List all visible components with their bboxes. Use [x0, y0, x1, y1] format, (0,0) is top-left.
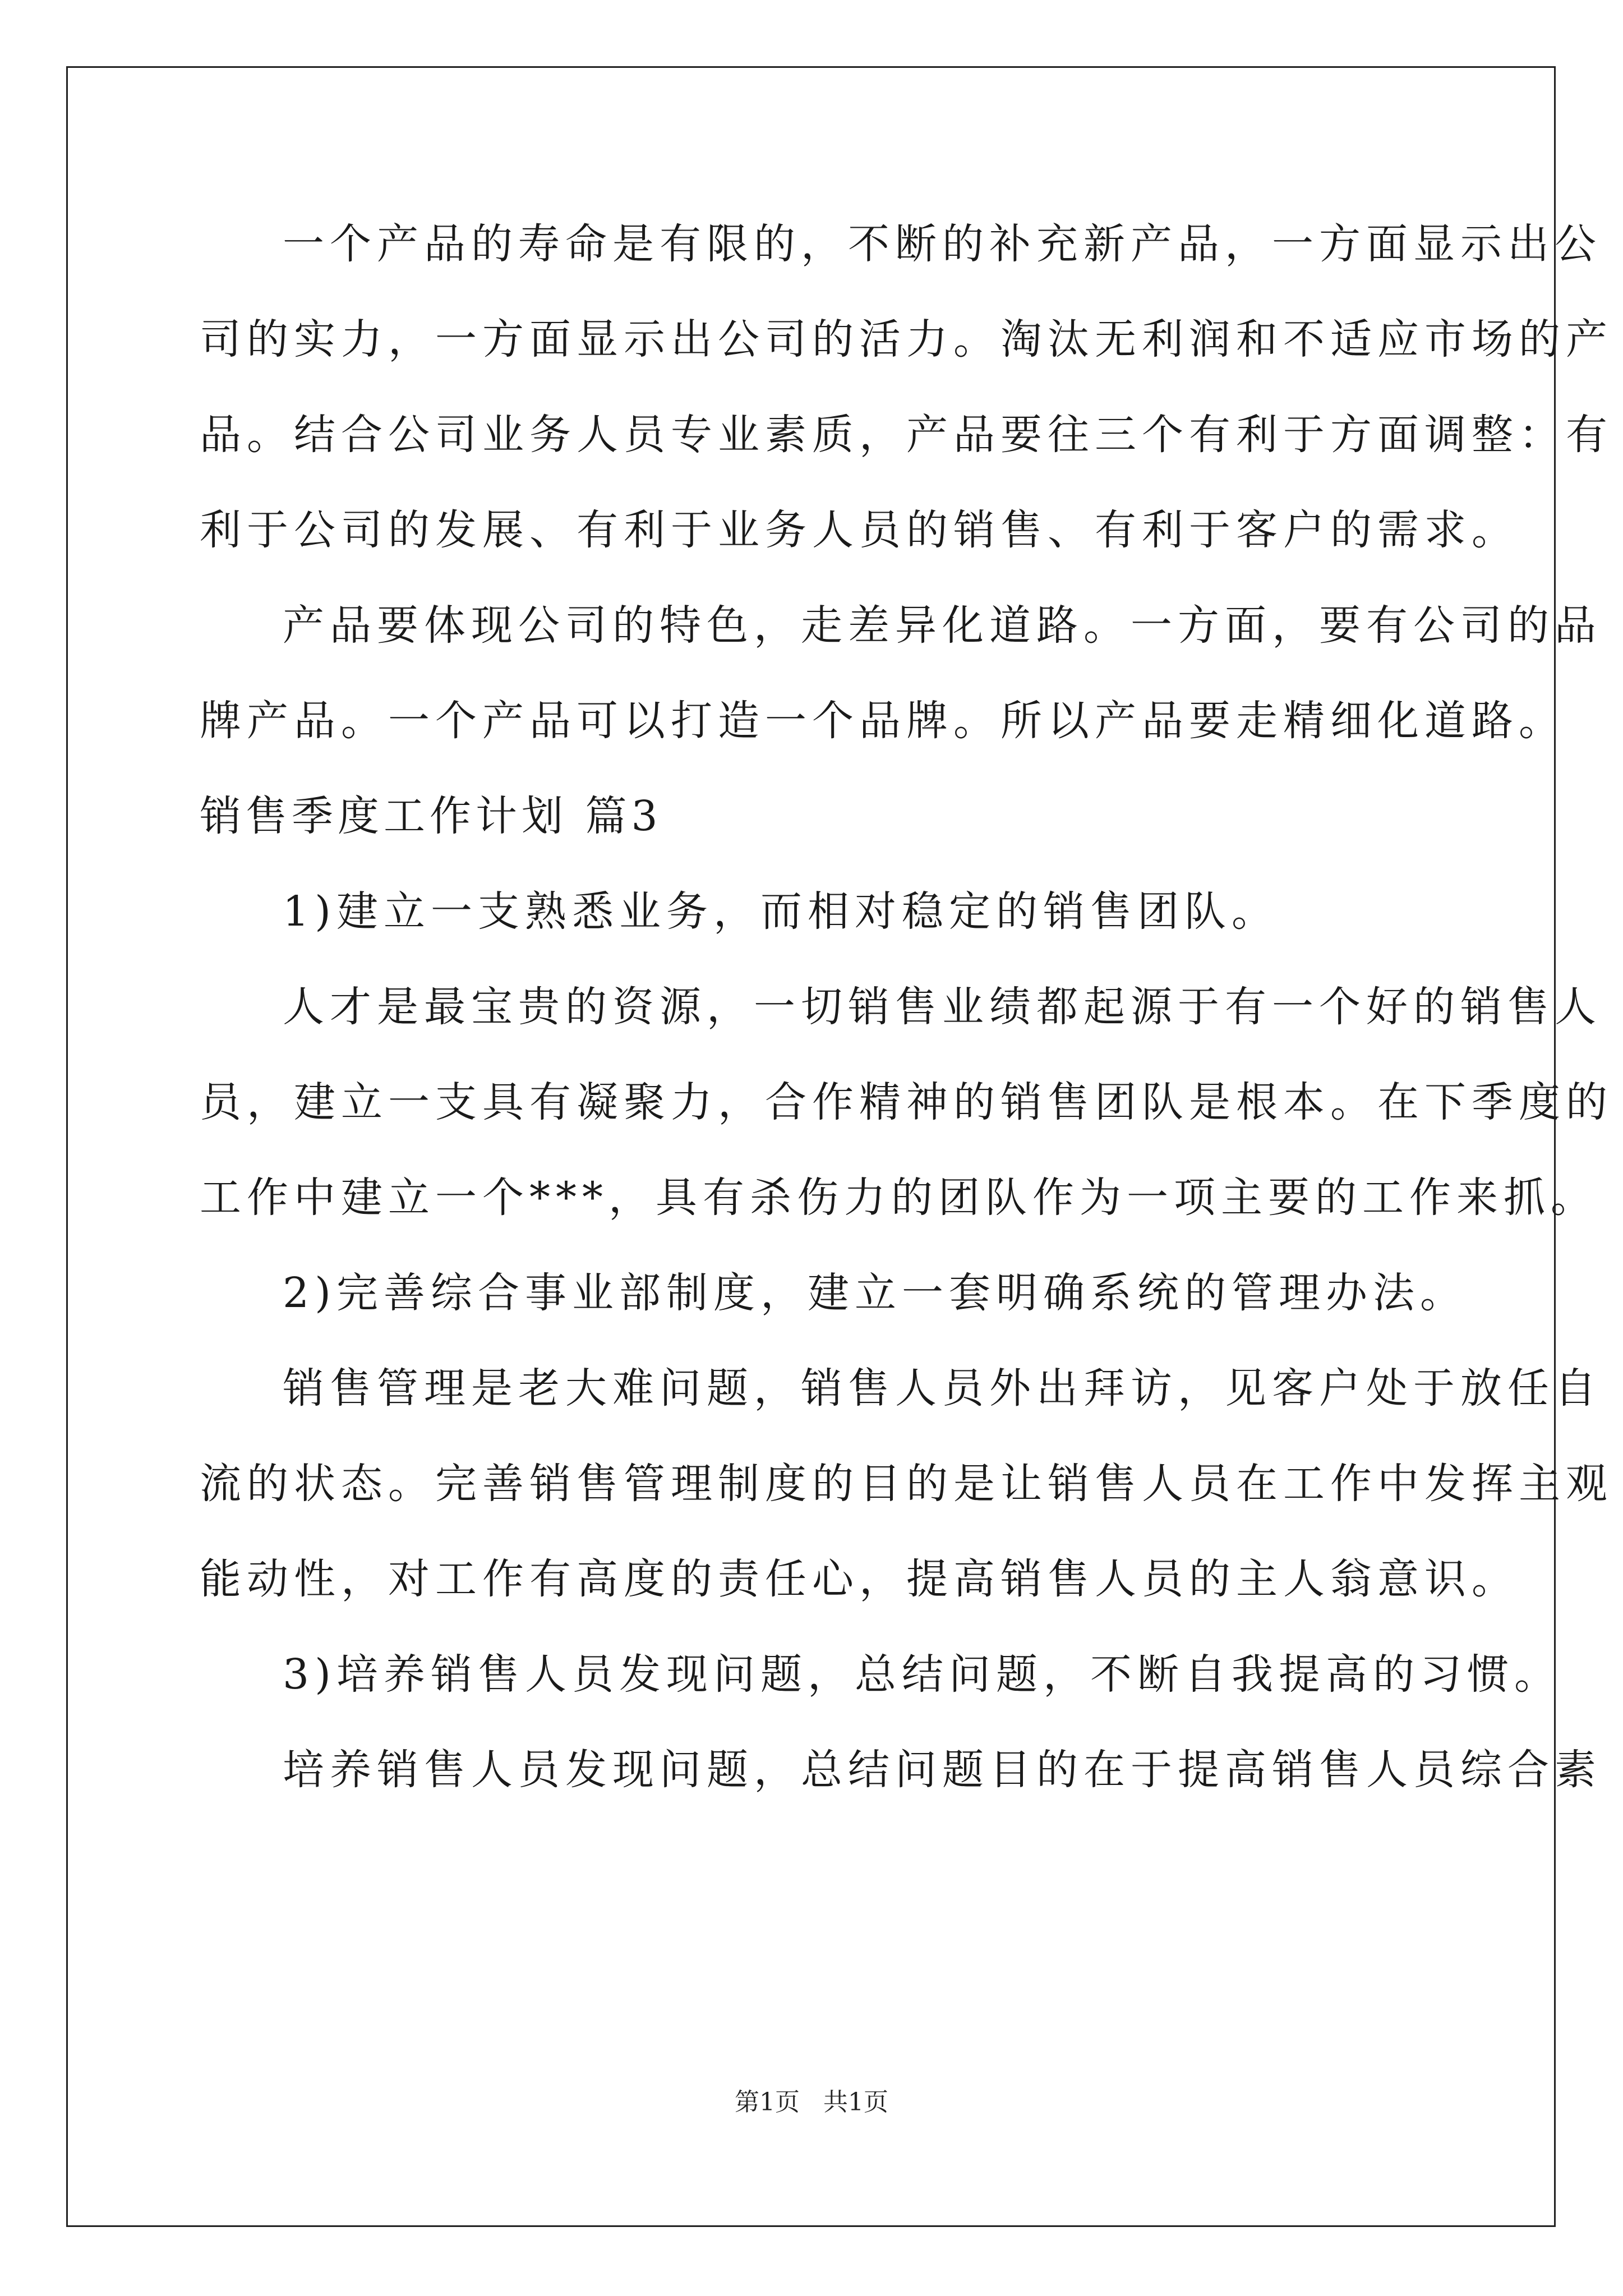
- paragraph-line: 流的状态。完善销售管理制度的目的是让销售人员在工作中发挥主观: [200, 1460, 1613, 1508]
- paragraph-line: 培养销售人员发现问题，总结问题目的在于提高销售人员综合素: [283, 1746, 1602, 1794]
- paragraph-line: 工作中建立一个***，具有杀伤力的团队作为一项主要的工作来抓。: [200, 1174, 1598, 1222]
- paragraph-line: 品。结合公司业务人员专业素质，产品要往三个有利于方面调整：有: [200, 411, 1613, 459]
- paragraph-line: 销售管理是老大难问题，销售人员外出拜访，见客户处于放任自: [283, 1364, 1602, 1412]
- list-item-heading: 3)培养销售人员发现问题，总结问题，不断自我提高的习惯。: [283, 1650, 1561, 1699]
- page-footer: [0, 2086, 1623, 2119]
- list-item-heading: 1)建立一支熟悉业务，而相对稳定的销售团队。: [283, 887, 1279, 936]
- paragraph-line: 司的实力，一方面显示出公司的活力。淘汰无利润和不适应市场的产: [200, 315, 1613, 364]
- section-heading: 销售季度工作计划 篇3: [200, 792, 662, 840]
- paragraph-line: 人才是最宝贵的资源，一切销售业绩都起源于有一个好的销售人: [283, 983, 1602, 1031]
- page-total: 共1页: [823, 2088, 888, 2116]
- list-item-heading: 2)完善综合事业部制度，建立一套明确系统的管理办法。: [283, 1269, 1467, 1317]
- paragraph-line: 产品要体现公司的特色，走差异化道路。一方面，要有公司的品: [283, 601, 1602, 650]
- paragraph-line: 能动性，对工作有高度的责任心，提高销售人员的主人翁意识。: [200, 1555, 1519, 1603]
- paragraph-line: 牌产品。一个产品可以打造一个品牌。所以产品要走精细化道路。: [200, 697, 1566, 745]
- paragraph-line: 员，建立一支具有凝聚力，合作精神的销售团队是根本。在下季度的: [200, 1078, 1613, 1126]
- paragraph-line: 一个产品的寿命是有限的，不断的补充新产品，一方面显示出公: [283, 220, 1602, 268]
- paragraph-line: 利于公司的发展、有利于业务人员的销售、有利于客户的需求。: [200, 506, 1519, 554]
- page-number: 第1页: [735, 2088, 800, 2116]
